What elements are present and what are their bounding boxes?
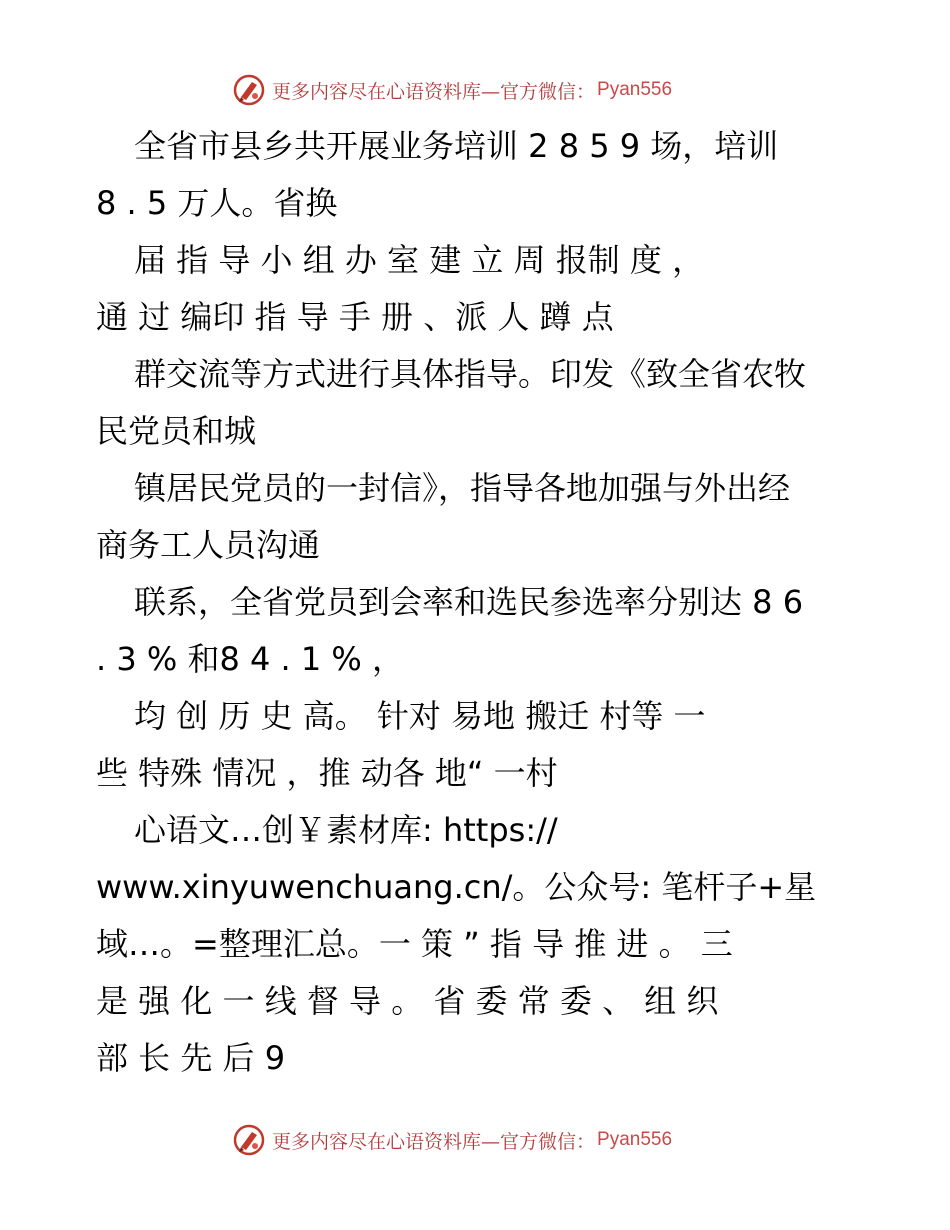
text-line: 届 指 导 小 组 办 室 建 立 周 报制 度 ， — [134, 241, 705, 279]
header-banner — [232, 70, 672, 110]
text-line: 镇居民党员的一封信》，指导各地加强与外出经 — [134, 469, 791, 507]
banner-wechat-id: Pyan556 — [597, 79, 673, 100]
text-line: 群交流等方式进行具体指导。印发《致全省农牧 — [134, 355, 807, 393]
text-line: 联系，全省党员到会率和选民参选率分别达 8 6 — [134, 583, 804, 621]
text-line: 商务工人员沟通 — [96, 526, 321, 564]
text-line: 心语文…创￥素材库: https:// — [134, 811, 558, 849]
banner-text: 更多内容尽在心语资料库—官方微信： — [272, 80, 596, 103]
text-line: 些 特殊 情况 ，推 动各 地“ 一村 — [96, 754, 558, 792]
text-line: 全省市县乡共开展业务培训 2 8 5 9 场，培训 — [134, 127, 779, 165]
text-line: 部 长 先 后 9 — [96, 1039, 286, 1077]
text-line: 域…。=整理汇总。一 策 ” 指 导 推 进 。 三 — [96, 925, 733, 963]
text-line: 民党员和城 — [96, 412, 257, 450]
body-text — [96, 118, 856, 1087]
footer-banner — [232, 1120, 672, 1160]
banner-text: 更多内容尽在心语资料库—官方微信： — [272, 1130, 596, 1153]
red-seal-pen-icon — [232, 73, 266, 107]
banner-wechat-id: Pyan556 — [597, 1129, 673, 1150]
text-line: 是 强 化 一 线 督 导 。 省 委 常 委 、 组 织 — [96, 982, 719, 1020]
text-line: www.xinyuwenchuang.cn/。公众号: 笔杆子+星 — [96, 868, 817, 906]
text-line: . 3 % 和8 4 . 1 % ， — [96, 640, 404, 678]
text-line: 8 . 5 万人。省换 — [96, 184, 338, 222]
text-line: 均 创 历 史 高。 针对 易地 搬迁 村等 一 — [134, 697, 706, 735]
red-seal-pen-icon — [232, 1123, 266, 1157]
text-line: 通 过 编印 指 导 手 册 、派 人 蹲 点 — [96, 298, 614, 336]
